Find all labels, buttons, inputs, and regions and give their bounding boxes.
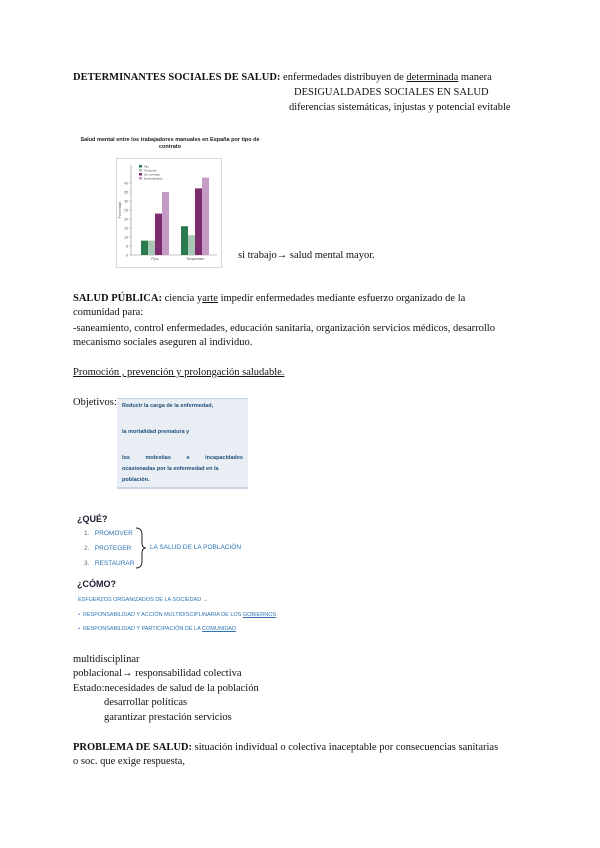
como-line1: ESFUERZOS ORGANIZADOS DE LA SOCIEDAD → xyxy=(78,597,209,603)
y-tick-label: 15 xyxy=(124,226,128,231)
salud-publica-line3: -saneamiento, control enfermedades, educación sanitaria, organización servicios médicos, desarrollo xyxy=(73,323,495,334)
que-item xyxy=(84,545,131,552)
bar xyxy=(148,241,155,255)
salud-publica-text1a: ciencia y xyxy=(164,293,203,304)
objetivos-line4: ocasionadas por la enfermedad en la xyxy=(122,466,219,472)
legend-label: Desempleado xyxy=(144,176,163,181)
note-line: garantizar prestación servicios xyxy=(104,712,232,723)
curly-brace-icon xyxy=(134,527,148,569)
bar xyxy=(202,178,209,255)
salud-publica-text1u: arte xyxy=(202,293,218,304)
que-item-num: 3. xyxy=(84,560,90,567)
y-tick-label: 25 xyxy=(124,208,128,213)
legend-swatch xyxy=(139,169,142,172)
como-bullet2u: COMUNIDAD xyxy=(202,626,236,632)
bullet-icon: • xyxy=(78,612,80,618)
objetivos-label: Objetivos: xyxy=(73,397,117,408)
y-tick-label: 20 xyxy=(124,217,128,222)
promocion-heading: Promoción , prevención y prolongación saludable. xyxy=(73,367,285,378)
como-bullet1a: RESPONSABILIDAD Y ACCIÓN MULTIDISCIPLINARIA DE LOS xyxy=(83,612,242,618)
objetivos-line1: Reducir la carga de la enfermedad, xyxy=(122,403,214,409)
legend-swatch xyxy=(139,173,142,176)
salud-publica-line1 xyxy=(73,292,465,305)
x-tick-label: Fijos xyxy=(151,257,159,261)
y-tick-label: 5 xyxy=(126,244,128,249)
que-item-label: PROMOVER xyxy=(94,530,133,537)
bar-chart xyxy=(117,159,221,267)
como-bullet1u: GOBIERNOS xyxy=(242,612,277,618)
que-item-num: 1. xyxy=(84,530,90,537)
note-line: desarrollar políticas xyxy=(104,697,188,708)
objetivos-box xyxy=(117,398,248,489)
que-item-num: 2. xyxy=(84,545,90,552)
como-bullet2a: RESPONSABILIDAD Y PARTICIPACIÓN DE LA xyxy=(83,626,201,632)
y-axis-label: Porcentaje xyxy=(118,201,122,219)
objetivos-line2: la mortalidad prematura y xyxy=(122,429,190,435)
como-bullet xyxy=(78,626,236,632)
determinantes-underlined: determinada xyxy=(406,72,459,83)
salud-publica-line2: comunidad para: xyxy=(73,307,144,318)
salud-publica-text1b: impedir enfermedades mediante esfuerzo organizado de la xyxy=(220,293,466,304)
y-tick-label: 35 xyxy=(124,190,128,195)
legend-label: Fijo xyxy=(144,164,149,169)
que-target: LA SALUD DE LA POBLACIÓN xyxy=(150,544,242,551)
bullet-icon: • xyxy=(78,626,80,632)
chart-title: Salud mental entre los trabajadores manuales en España por tipo de contrato xyxy=(80,137,260,150)
salud-publica-line4: mecanismo sociales aseguren al individuo. xyxy=(73,337,253,348)
y-tick-label: 0 xyxy=(126,253,128,258)
bar xyxy=(188,235,195,255)
x-tick-label: Temporales xyxy=(185,257,205,261)
salud-publica-heading: SALUD PÚBLICA: xyxy=(73,293,162,304)
bar xyxy=(162,192,169,255)
que-item-label: RESTAURAR xyxy=(94,560,135,567)
determinantes-text-before: enfermedades distribuyen de xyxy=(283,72,404,83)
problema-text1: situación individual o colectiva inaceptable por consecuencias sanitarias xyxy=(194,742,499,753)
determinantes-text-after: manera xyxy=(460,72,492,83)
bar xyxy=(195,188,202,255)
que-item-label: PROTEGER xyxy=(94,545,132,552)
chart-frame xyxy=(116,158,222,268)
problema-heading: PROBLEMA DE SALUD: xyxy=(73,742,193,753)
legend-label: Temporal xyxy=(144,168,157,173)
legend-label: Sin contrato xyxy=(144,172,161,177)
bar xyxy=(141,241,148,255)
problema-line2: o soc. que exige respuesta, xyxy=(73,756,185,767)
objetivos-line3: los molestias e incapacidades xyxy=(122,455,243,461)
como-heading: ¿CÓMO? xyxy=(77,579,116,589)
y-tick-label: 10 xyxy=(124,235,128,240)
problema-line1 xyxy=(73,741,498,754)
que-item xyxy=(84,560,134,567)
note-line: poblacional→ responsabilidad colectiva xyxy=(73,668,242,679)
que-heading: ¿QUÉ? xyxy=(77,514,108,524)
objetivos-line5: población. xyxy=(122,477,150,483)
note-line: Estado:necesidades de salud de la población xyxy=(73,683,259,694)
que-item xyxy=(84,530,133,537)
legend-swatch xyxy=(139,165,142,168)
determinantes-line1 xyxy=(73,71,492,84)
chart-note: si trabajo→ salud mental mayor. xyxy=(238,250,375,261)
como-bullet xyxy=(78,612,276,618)
determinantes-heading: DETERMINANTES SOCIALES DE SALUD: xyxy=(73,72,281,83)
note-line: multidisciplinar xyxy=(73,654,140,665)
bar xyxy=(155,214,162,255)
determinantes-line3: diferencias sistemáticas, injustas y potencial evitable xyxy=(289,102,511,113)
y-tick-label: 40 xyxy=(124,181,128,186)
y-tick-label: 30 xyxy=(124,199,128,204)
legend-swatch xyxy=(139,177,142,180)
bar xyxy=(181,226,188,255)
determinantes-line2: DESIGUALDADES SOCIALES EN SALUD xyxy=(294,87,489,98)
